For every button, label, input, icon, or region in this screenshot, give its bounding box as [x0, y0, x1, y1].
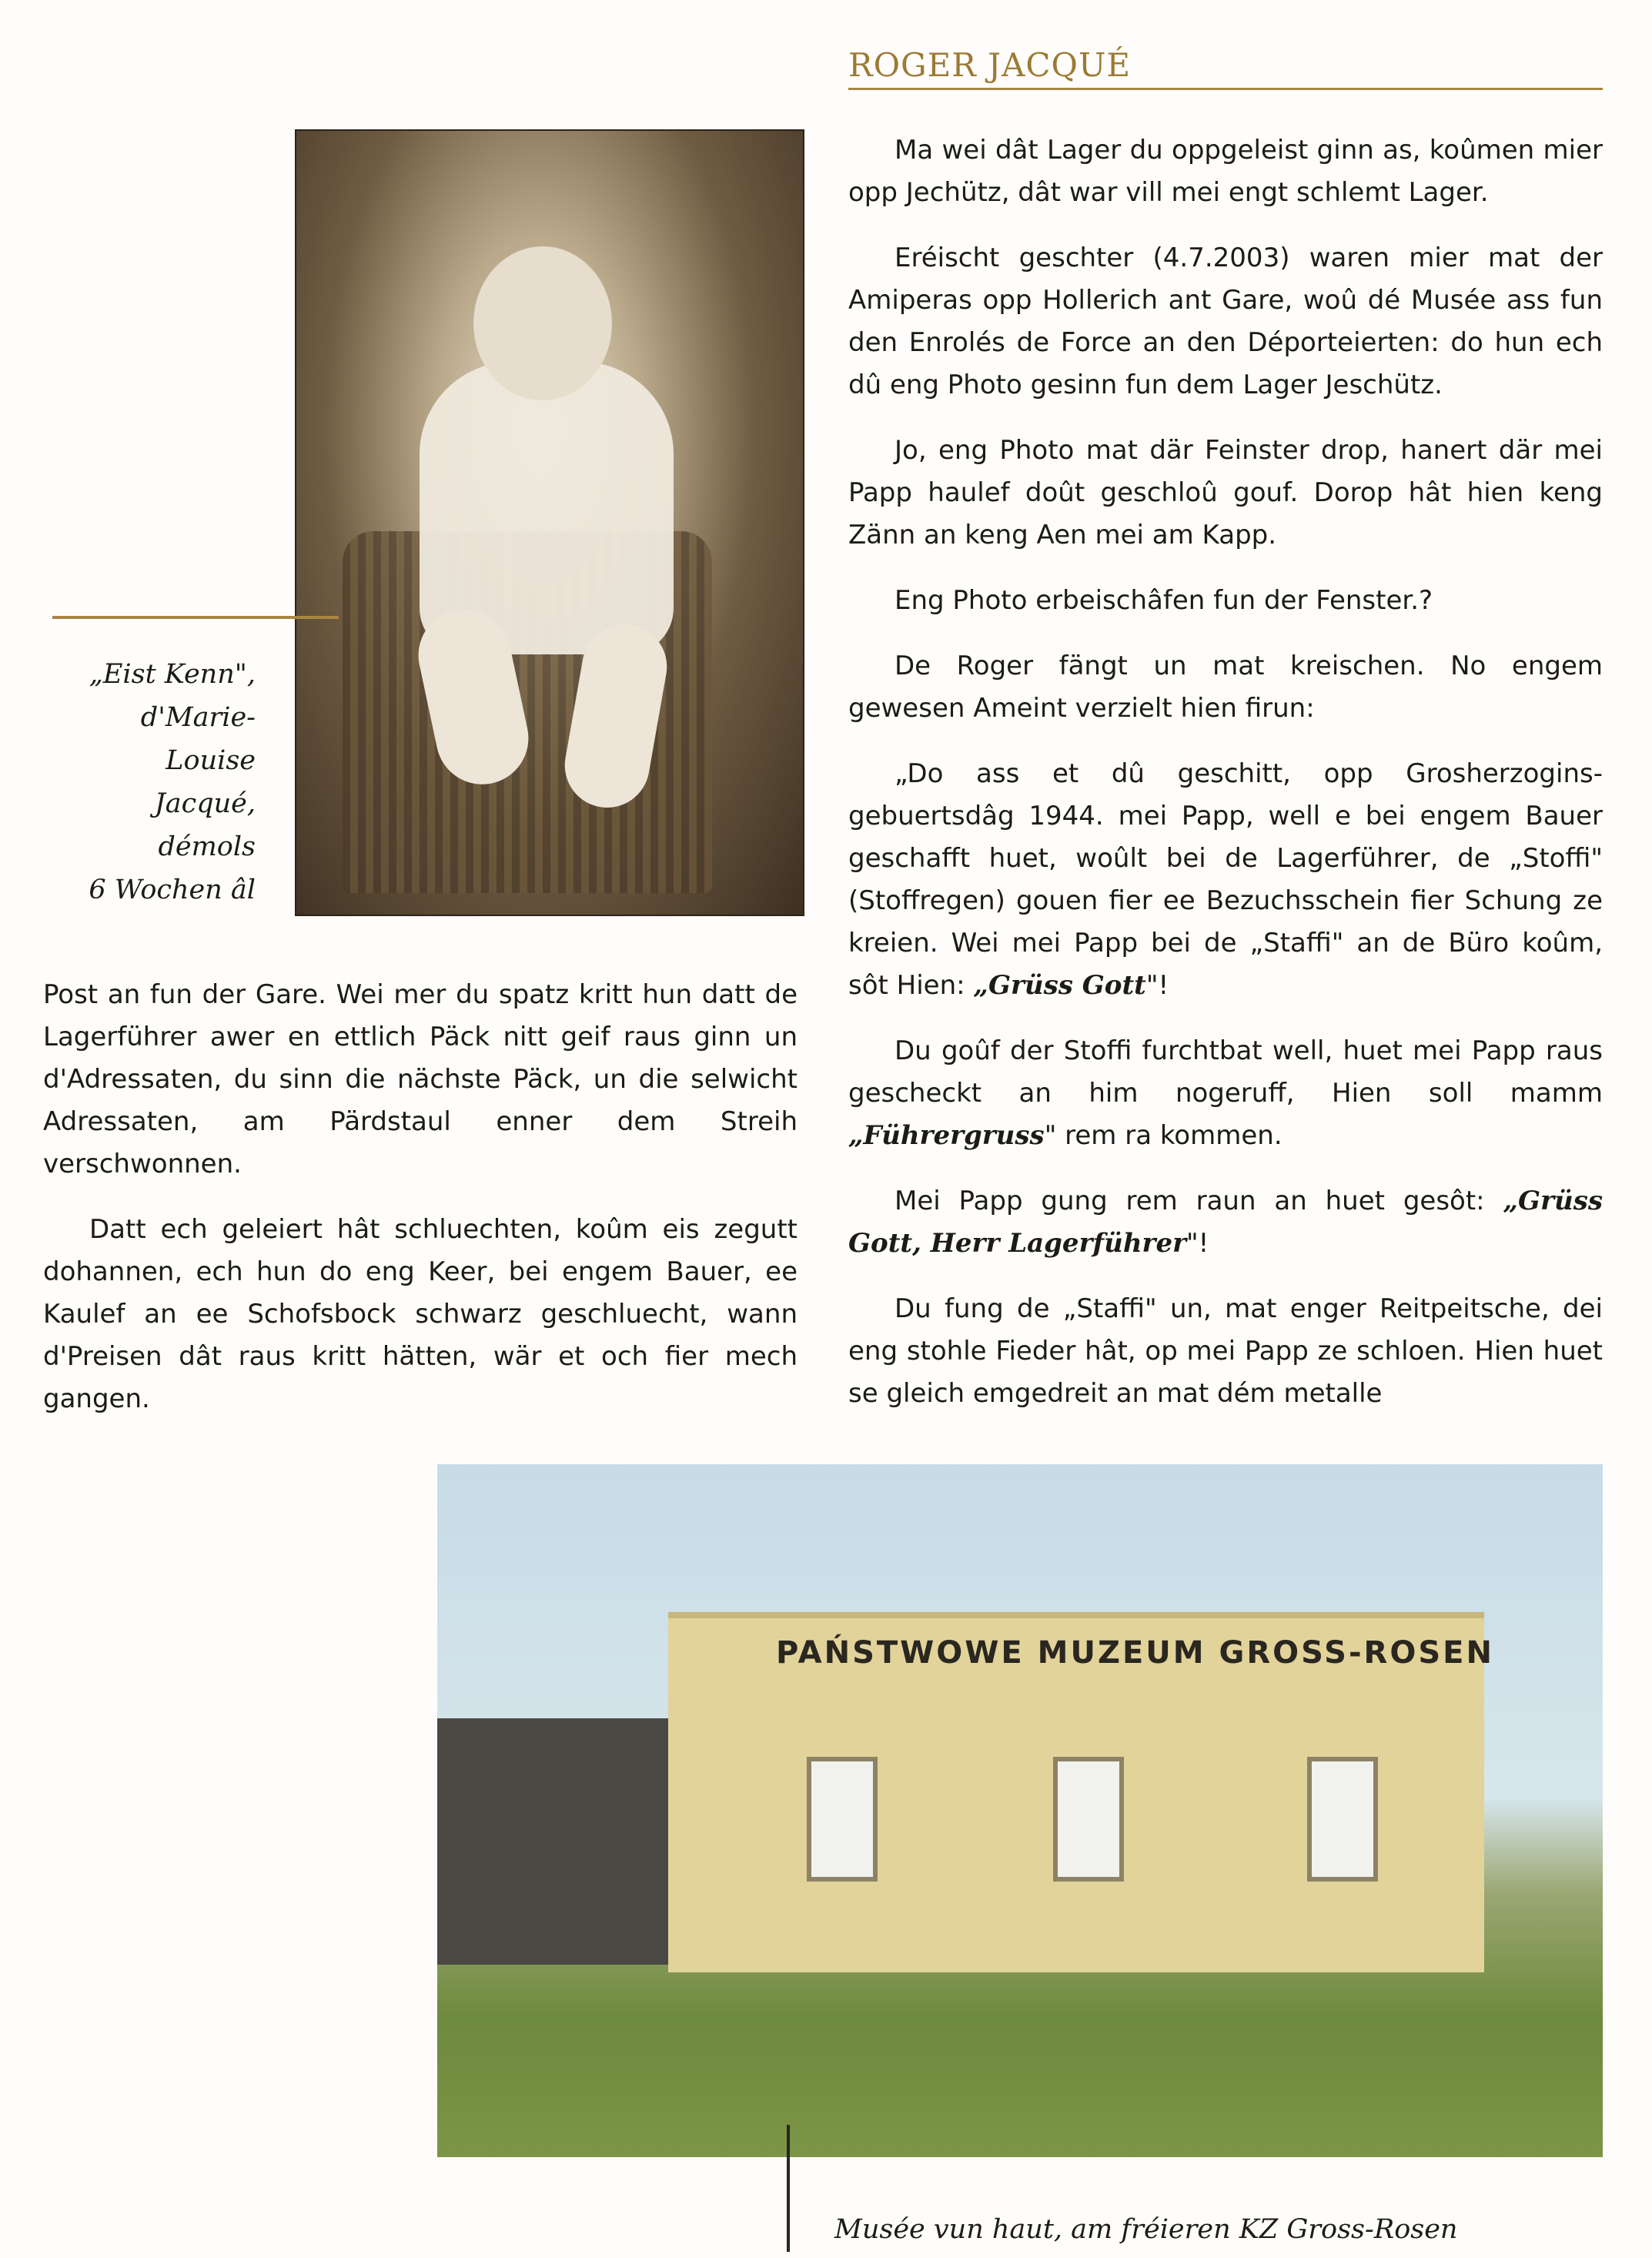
quote: „Führergruss [848, 1120, 1045, 1151]
paragraph-text: Du goûf der Stoffi furchtbat well, huet mei Papp raus gescheckt an him nogeruff, Hien soll mamm [848, 1035, 1603, 1109]
paragraph-text: " rem ra kommen. [1044, 1120, 1282, 1151]
right-column [848, 129, 1603, 1438]
baby-head [473, 246, 612, 400]
museum-side-wing [437, 1718, 676, 1965]
paragraph [848, 753, 1603, 1007]
caption-rule [787, 2125, 790, 2252]
museum-sign: PAŃSTWOWE MUZEUM GROSS-ROSEN [776, 1635, 1494, 1671]
caption-line: Jacqué, démols [154, 788, 256, 862]
paragraph-text: „Do ass et dû geschitt, opp Grosherzogins-gebuertsdâg 1944. mei Papp, well e bei engem Bauer geschafft huet, woûlt bei de Lagerführer, de „Stoffi" (Stoffregen) gouen fier ee Bezuchsschein fier Schung ze kreien. Wei mei Papp bei de „Staffi" an de Büro koûm, sôt Hien: [848, 758, 1603, 1001]
paragraph: Ma wei dât Lager du oppgeleist ginn as, koûmen mier opp Jechütz, dât war vill mei engt schlemt Lager. [848, 135, 1603, 208]
article-heading: ROGER JACQUÉ [848, 46, 1132, 84]
paragraph: Eréischt geschter (4.7.2003) waren mier mat der Amiperas opp Hollerich ant Gare, woû dé Musée ass fun den Enrolés de Force an den Déporteierten: do hun ech dû eng Photo gesinn fun dem Lager Jeschütz. [848, 243, 1603, 400]
paragraph: Datt ech geleiert hât schluechten, koûm eis zegutt dohannen, ech hun do eng Keer, bei engem Bauer, ee Kaulef an ee Schofsbock schwarz geschluecht, wann d'Preisen dât raus kritt hätten, wär et och fier mech gangen. [43, 1214, 798, 1414]
paragraph-text: "! [1145, 970, 1169, 1001]
paragraph: De Roger fängt un mat kreischen. No engem gewesen Ameint verzielt hien firun: [848, 651, 1603, 724]
paragraph: Jo, eng Photo mat där Feinster drop, hanert där mei Papp haulef doût geschloû gouf. Dorop hât hien keng Zänn an keng Aen mei am Kapp. [848, 435, 1603, 550]
paragraph [848, 1180, 1603, 1265]
paragraph-text: Mei Papp gung rem raun an huet gesôt: [895, 1186, 1503, 1216]
paragraph: Du fung de „Staffi" un, mat enger Reitpeitsche, dei eng stohle Fieder hât, op mei Papp ze schloen. Hien huet se gleich emgedreit an mat dém metalle [848, 1293, 1603, 1409]
quote: „Grüss Gott, Herr Lagerführer [848, 1186, 1603, 1259]
window [1307, 1757, 1378, 1882]
caption-line: d'Marie-Louise [140, 702, 256, 776]
window [1053, 1757, 1124, 1882]
window [807, 1757, 878, 1882]
caption-line: „Eist Kenn", [89, 659, 256, 690]
baby-photo [295, 129, 804, 916]
caption-rule [52, 616, 339, 619]
paragraph: Post an fun der Gare. Wei mer du spatz kritt hun datt de Lagerführer awer en ettlich Päck nitt geif raus ginn un d'Adressaten, du sinn die nächste Päck, un die selwicht Adressaten, am Pärdstaul enner dem Streih verschwonnen. [43, 979, 798, 1179]
museum-photo-caption: Musée vun haut, am fréieren KZ Gross-Rosen [834, 2214, 1458, 2245]
paragraph: Eng Photo erbeischâfen fun der Fenster.? [895, 585, 1433, 616]
baby-photo-caption [54, 653, 256, 912]
heading-rule [848, 88, 1603, 90]
paragraph [848, 1030, 1603, 1157]
museum-photo [437, 1464, 1603, 2157]
caption-line: 6 Wochen âl [89, 875, 256, 905]
quote: „Grüss Gott [973, 970, 1146, 1001]
paragraph-text: "! [1186, 1228, 1209, 1259]
left-column [43, 974, 798, 1443]
